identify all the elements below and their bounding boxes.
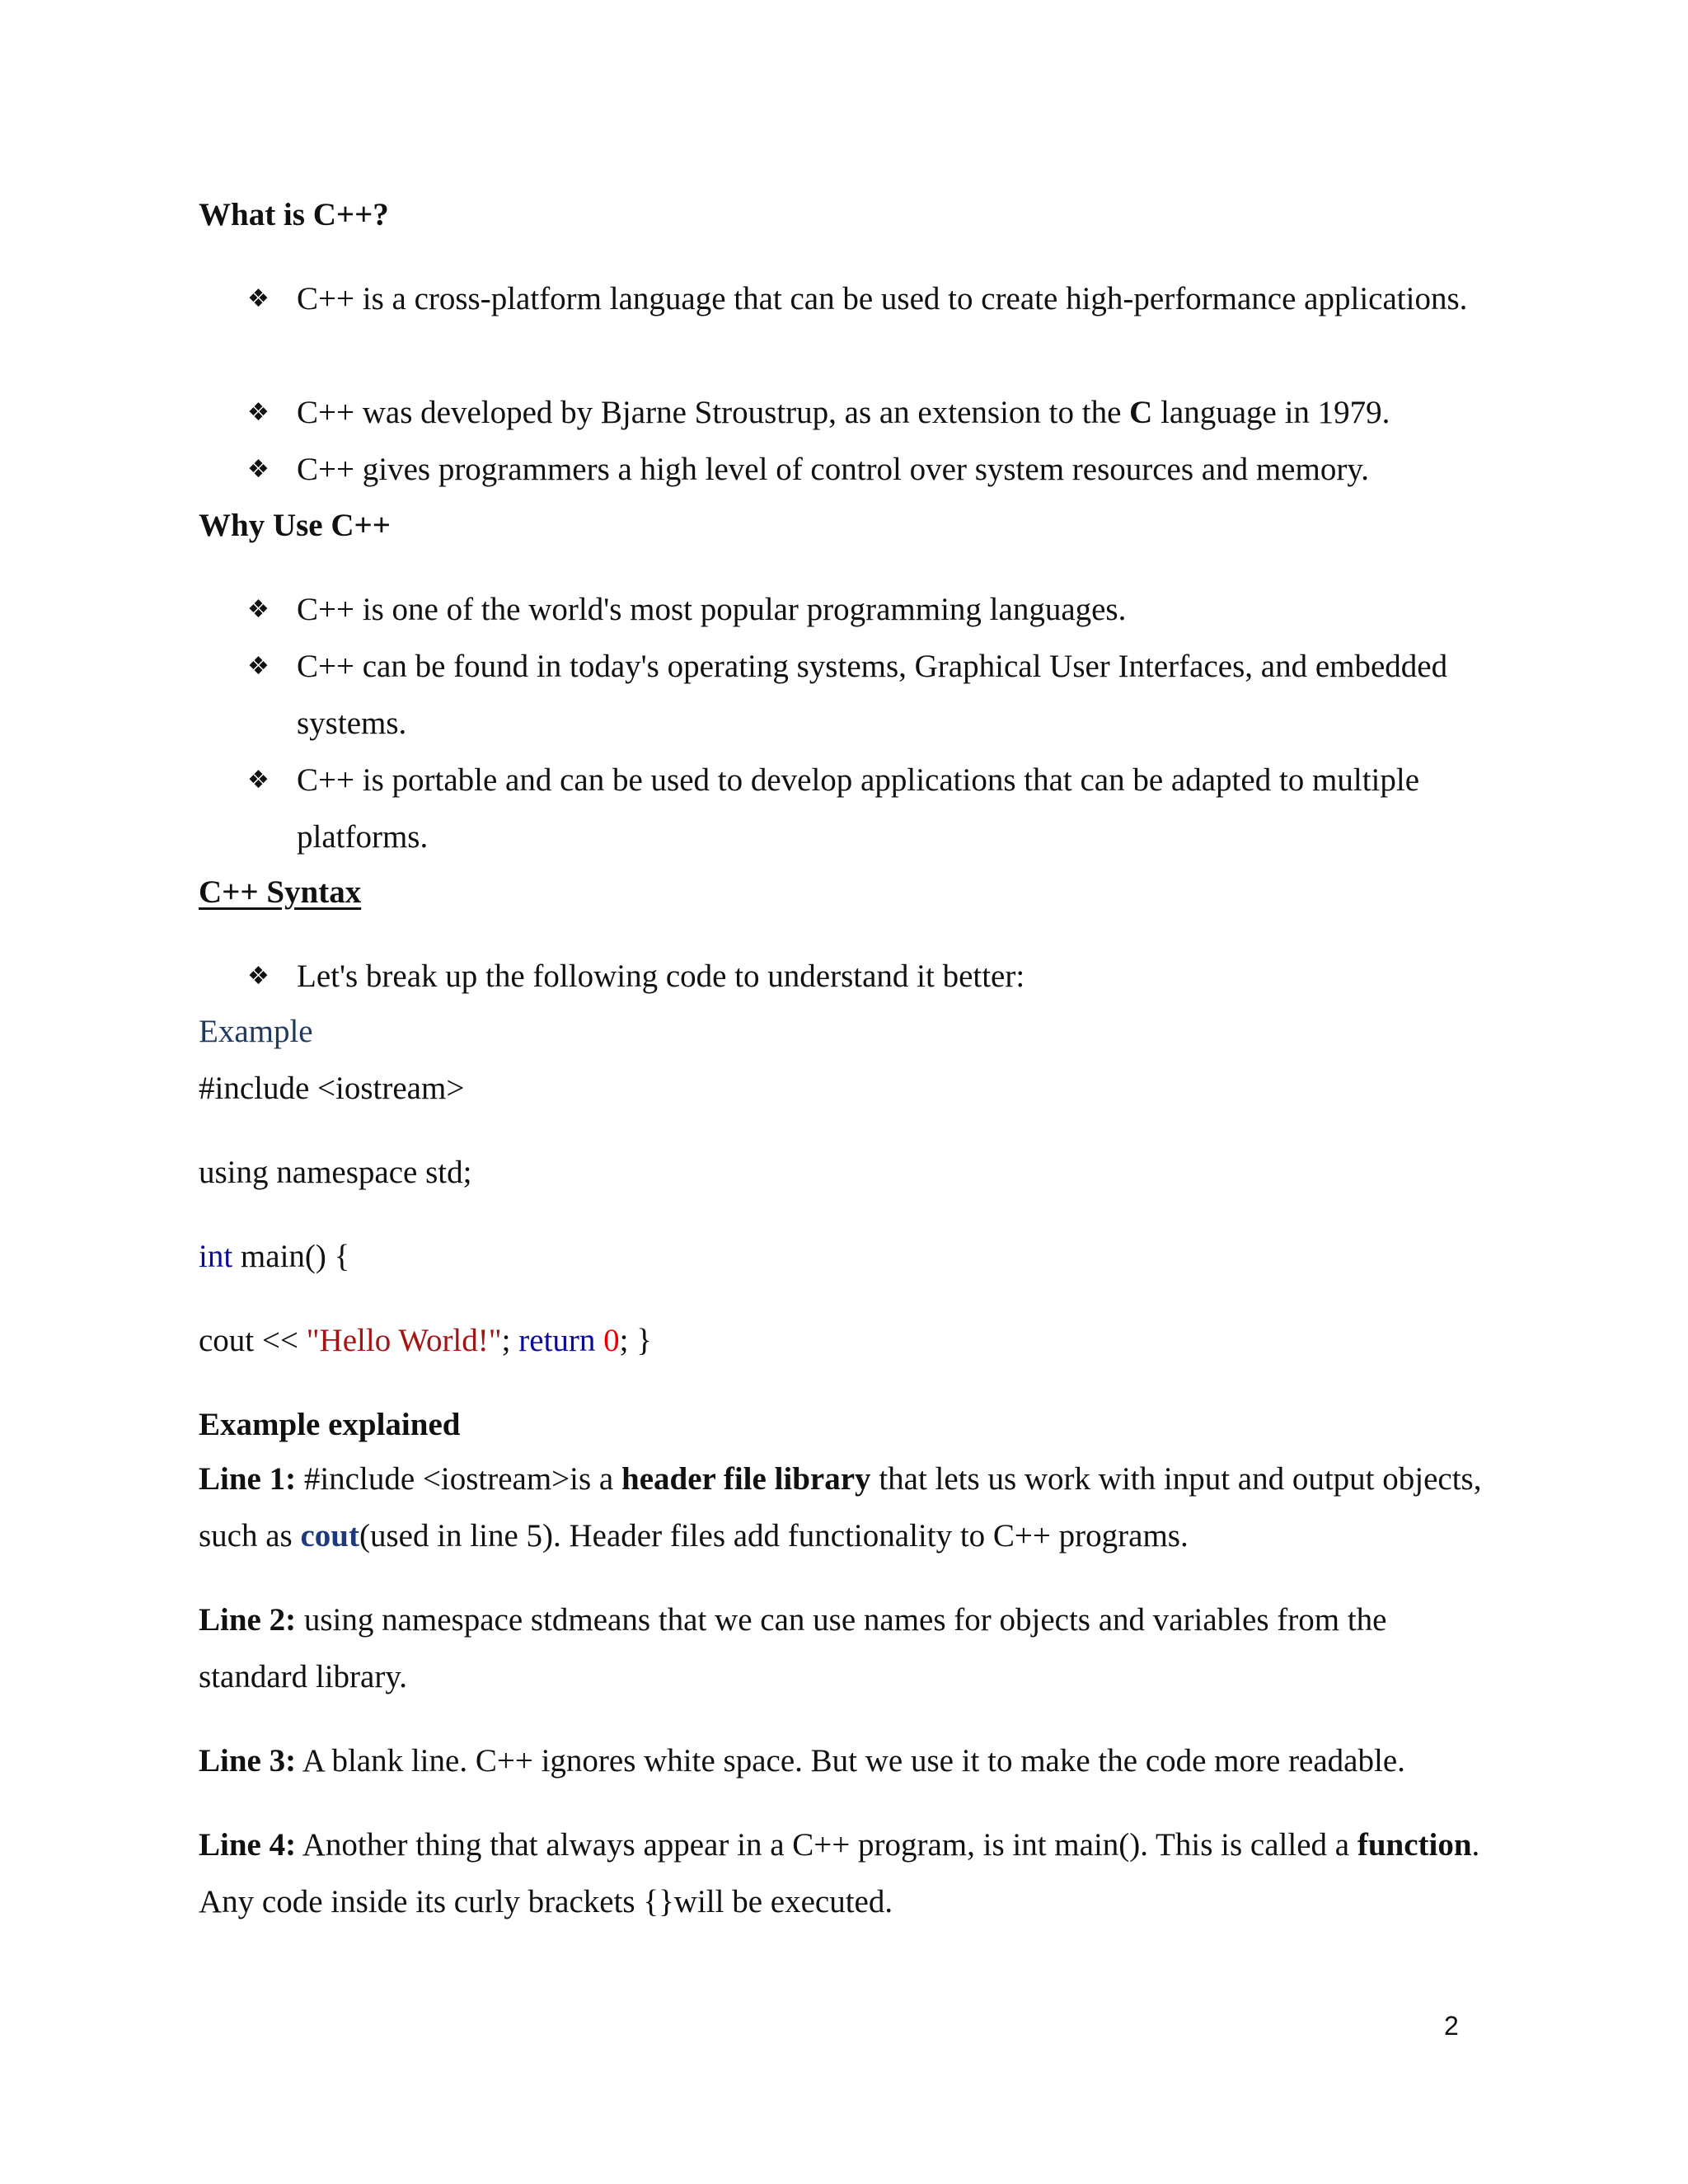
code-line-cout: cout << "Hello World!"; return 0; } — [199, 1323, 652, 1358]
diamond-bullet-icon: ❖ — [247, 652, 270, 681]
diamond-bullet-icon: ❖ — [247, 455, 270, 484]
number-literal: 0 — [603, 1323, 620, 1358]
bullet-item — [247, 270, 1533, 327]
heading-example-explained: Example explained — [199, 1407, 461, 1442]
explanation-line-1: Line 1: #include <iostream>is a header file library that lets us work with input and output objects, such as cout(used in line 5). Header files add functionality to C++ programs. — [199, 1461, 1482, 1554]
code-line-namespace: using namespace std; — [199, 1155, 472, 1190]
code-line-main: int main() { — [199, 1239, 350, 1274]
diamond-bullet-icon: ❖ — [247, 595, 270, 624]
explanation-line-4: Line 4: Another thing that always appear in a C++ program, is int main(). This is called a function. Any code inside its curly brackets {}will be executed. — [199, 1827, 1480, 1919]
diamond-bullet-icon: ❖ — [247, 398, 270, 427]
bullet-text: C++ is one of the world's most popular programming languages. — [297, 592, 1127, 627]
explanation-line-3: Line 3: A blank line. C++ ignores white space. But we use it to make the code more readable. — [199, 1743, 1405, 1779]
bullet-text: C++ can be found in today's operating systems, Graphical User Interfaces, and embedded systems. — [297, 649, 1448, 741]
bullet-text: C++ was developed by Bjarne Stroustrup, as an extension to the C language in 1979. — [297, 395, 1390, 430]
bullet-item — [247, 441, 1533, 498]
keyword-return: return — [518, 1323, 596, 1358]
bullet-text: C++ is a cross-platform language that can be used to create high-performance applications. — [297, 281, 1468, 316]
bullet-item — [247, 948, 1533, 1005]
explanation-line-2: Line 2: using namespace stdmeans that we can use names for objects and variables from the standard library. — [199, 1602, 1387, 1694]
heading-why-use-cpp: Why Use C++ — [199, 508, 391, 543]
heading-what-is-cpp: What is C++? — [199, 197, 389, 232]
bullet-item — [247, 752, 1533, 865]
bullet-text: Let's break up the following code to understand it better: — [297, 958, 1025, 994]
bullet-item — [247, 581, 1533, 638]
cout-keyword: cout — [300, 1518, 359, 1554]
bullet-text: C++ gives programmers a high level of control over system resources and memory. — [297, 452, 1370, 487]
keyword-int: int — [199, 1239, 233, 1274]
diamond-bullet-icon: ❖ — [247, 766, 270, 794]
example-label: Example — [199, 1014, 313, 1049]
diamond-bullet-icon: ❖ — [247, 962, 270, 991]
page-number: 2 — [1444, 2011, 1459, 2041]
bullet-item — [247, 638, 1533, 752]
code-line-include: #include <iostream> — [199, 1071, 465, 1106]
heading-cpp-syntax: C++ Syntax — [199, 874, 362, 910]
diamond-bullet-icon: ❖ — [247, 284, 270, 313]
bullet-text: C++ is portable and can be used to develop applications that can be adapted to multiple platforms. — [297, 762, 1420, 855]
bullet-item — [247, 384, 1533, 441]
string-literal: "Hello World!" — [306, 1323, 502, 1358]
